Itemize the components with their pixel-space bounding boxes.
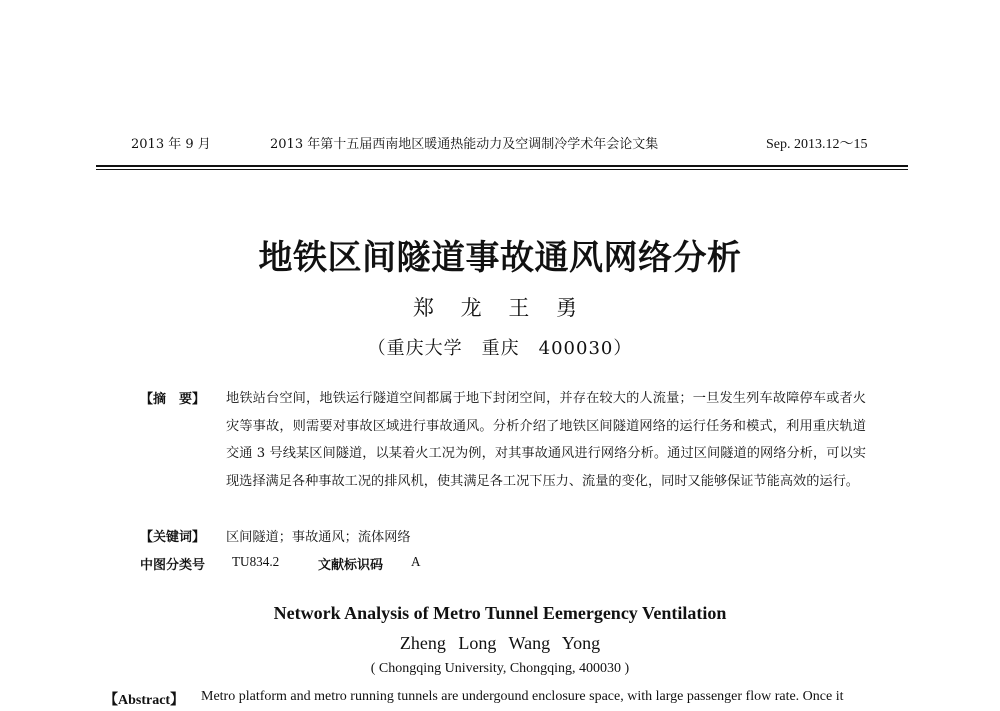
header-date: 2013 年 9 月 — [131, 137, 211, 152]
paper-authors: 郑 龙 王 勇 — [412, 296, 588, 320]
english-abstract-text: Metro platform and metro running tunnels are undergound enclosure space, with large passenger flow rate. Once it — [201, 689, 844, 704]
keywords-text: 区间隧道；事故通风；流体网络 — [226, 530, 411, 545]
header-rule-thick — [96, 165, 908, 167]
document-code-label: 文献标识码 — [318, 558, 384, 573]
abstract-text: 地铁站台空间，地铁运行隧道空间都属于地下封闭空间，并存在较大的人流量；一旦发生列车故障停车或者火灾等事故，则需要对事故区域进行事故通风。分析介绍了地铁区间隧道网络的运行任务和模式，利用重庆轨道交通 3 号线某区间隧道，以某着火工况为例，对其事故通风进行网络分析。通过区间隧道的网络分析，可以实现选择满足各种事故工况的排风机，使其满足各工况下压力、流量的变化，同时又能够保证节能高效的运行。 — [226, 391, 866, 489]
english-abstract-label: 【Abstract】 — [104, 693, 185, 708]
header-rule-thin — [96, 169, 908, 170]
paper-title: 地铁区间隧道事故通风网络分析 — [258, 238, 742, 278]
keywords-label: 【关键词】 — [140, 530, 206, 545]
header-proceedings-title: 2013 年第十五届西南地区暖通热能动力及空调制冷学术年会论文集 — [270, 137, 659, 152]
header-date-pages: Sep. 2013.12～15 — [766, 137, 868, 152]
classification-value: TU834.2 — [232, 554, 280, 569]
english-authors: Zheng Long Wang Yong — [399, 633, 601, 653]
paper-affiliation: （重庆大学 重庆 400030） — [367, 338, 633, 359]
document-code-value: A — [411, 554, 421, 569]
english-title: Network Analysis of Metro Tunnel Eemergency Ventilation — [273, 603, 727, 623]
classification-label: 中图分类号 — [140, 558, 206, 573]
abstract-label: 【摘 要】 — [140, 392, 206, 407]
english-affiliation: ( Chongqing University, Chongqing, 400030 ) — [370, 661, 630, 676]
